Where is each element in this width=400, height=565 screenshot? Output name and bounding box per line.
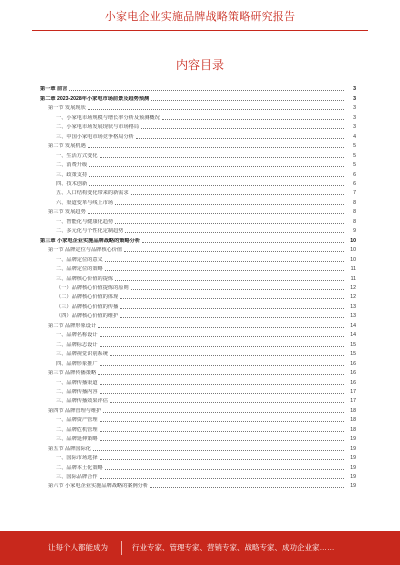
toc-dot-leader xyxy=(150,487,344,488)
toc-entry-text: （一）品牌核心价值提炼的原则 xyxy=(56,284,129,291)
toc-entry-text: 二、品牌传播内容 xyxy=(56,388,98,395)
toc-entry[interactable] xyxy=(40,480,356,489)
toc-page-number: 3 xyxy=(353,95,356,102)
toc-entry[interactable] xyxy=(40,121,356,130)
toc-entry[interactable] xyxy=(40,272,356,281)
toc-dot-leader xyxy=(100,336,344,337)
toc-dot-leader xyxy=(89,185,344,186)
toc-page-number: 8 xyxy=(353,199,356,206)
toc-entry[interactable] xyxy=(40,253,356,262)
toc-entry-text: 三、国际品牌合作 xyxy=(56,474,98,481)
toc-dot-leader xyxy=(98,327,344,328)
toc-dot-leader xyxy=(88,213,344,214)
toc-entry-text: 第三章 小家电企业实施品牌战略的策略分析 xyxy=(40,237,141,244)
toc-entry[interactable] xyxy=(40,452,356,461)
table-of-contents xyxy=(40,83,356,489)
toc-dot-leader xyxy=(100,459,344,460)
toc-page-number: 10 xyxy=(350,256,356,263)
toc-dot-leader xyxy=(131,194,344,195)
footer-slogan-right: 行业专家、管理专家、营销专家、战略专家、成功企业家…… xyxy=(132,543,335,552)
toc-entry[interactable] xyxy=(40,348,356,357)
toc-page-number: 16 xyxy=(350,379,356,386)
toc-entry[interactable] xyxy=(40,433,356,442)
toc-entry[interactable] xyxy=(40,225,356,234)
toc-dot-leader xyxy=(100,431,344,432)
toc-entry-text: 第一节 发展现状 xyxy=(48,105,86,112)
toc-page-number: 5 xyxy=(353,143,356,150)
toc-entry[interactable] xyxy=(40,461,356,470)
page-header xyxy=(0,0,400,34)
toc-entry-text: 第二章 2023-2028年小家电市场前景及趋势预测 xyxy=(40,95,150,102)
toc-dot-leader xyxy=(100,157,344,158)
toc-page-number: 19 xyxy=(350,445,356,452)
toc-dot-leader xyxy=(69,90,344,91)
toc-page-number: 11 xyxy=(350,266,356,273)
toc-entry-text: 第二节 发展机遇 xyxy=(48,143,86,150)
toc-entry-text: 二、多元化与个性化定制趋势 xyxy=(56,228,124,235)
toc-page-number: 12 xyxy=(350,294,356,301)
toc-dot-leader xyxy=(100,384,344,385)
toc-entry[interactable] xyxy=(40,178,356,187)
toc-entry[interactable] xyxy=(40,102,356,111)
toc-entry[interactable] xyxy=(40,329,356,338)
toc-entry-text: 四、技术创新 xyxy=(56,180,88,187)
toc-entry[interactable] xyxy=(40,442,356,451)
toc-entry-text: 六、渠道变革与线上市场 xyxy=(56,199,114,206)
toc-dot-leader xyxy=(110,355,344,356)
toc-page-number: 7 xyxy=(353,190,356,197)
toc-entry[interactable] xyxy=(40,263,356,272)
toc-entry[interactable] xyxy=(40,83,356,92)
toc-page-number: 14 xyxy=(350,332,356,339)
toc-dot-leader xyxy=(115,204,344,205)
toc-entry[interactable] xyxy=(40,423,356,432)
toc-page-number: 19 xyxy=(350,483,356,490)
toc-page-number: 17 xyxy=(350,388,356,395)
toc-entry[interactable] xyxy=(40,206,356,215)
toc-entry-text: 一、小家电市场规模与增长率分析及预测概况 xyxy=(56,114,160,121)
toc-page-number: 16 xyxy=(350,370,356,377)
toc-dot-leader xyxy=(98,374,344,375)
toc-entry-text: 三、品牌核心价值的提炼 xyxy=(56,275,114,282)
toc-dot-leader xyxy=(120,308,344,309)
toc-dot-leader xyxy=(125,232,344,233)
toc-page-number: 8 xyxy=(353,218,356,225)
toc-dot-leader xyxy=(105,261,344,262)
toc-page-number: 3 xyxy=(353,114,356,121)
toc-entry-text: 二、品牌标志设计 xyxy=(56,341,98,348)
toc-page-number: 18 xyxy=(350,426,356,433)
toc-dot-leader xyxy=(110,402,344,403)
toc-entry-text: 一、品牌资产管理 xyxy=(56,417,98,424)
toc-entry[interactable] xyxy=(40,168,356,177)
toc-entry-text: 一、智能化与健康化趋势 xyxy=(56,218,114,225)
toc-entry[interactable] xyxy=(40,130,356,139)
toc-entry[interactable] xyxy=(40,149,356,158)
toc-dot-leader xyxy=(124,251,344,252)
toc-page-number: 17 xyxy=(350,398,356,405)
toc-entry[interactable] xyxy=(40,395,356,404)
toc-entry[interactable] xyxy=(40,310,356,319)
toc-entry-text: 第一节 品牌定位与品牌核心价值 xyxy=(48,247,123,254)
toc-page-number: 6 xyxy=(353,171,356,178)
toc-page-number: 11 xyxy=(350,275,356,282)
toc-entry-text: 四、品牌形象推广 xyxy=(56,360,98,367)
toc-dot-leader xyxy=(136,138,344,139)
toc-page-number: 4 xyxy=(353,133,356,140)
toc-dot-leader xyxy=(93,450,344,451)
toc-dot-leader xyxy=(131,289,344,290)
toc-dot-leader xyxy=(115,280,344,281)
toc-dot-leader xyxy=(89,176,344,177)
toc-entry-text: 第三节 品牌传播策略 xyxy=(48,370,97,377)
toc-dot-leader xyxy=(100,393,344,394)
toc-entry-text: 第三节 发展趋势 xyxy=(48,209,86,216)
toc-entry[interactable] xyxy=(40,357,356,366)
report-title: 小家电企业实施品牌战略策略研究报告 xyxy=(104,11,296,23)
toc-entry[interactable] xyxy=(40,376,356,385)
toc-entry-text: 一、品牌名称设计 xyxy=(56,332,98,339)
toc-entry-text: 二、品牌定位的策略 xyxy=(56,266,103,273)
toc-page-number: 9 xyxy=(353,228,356,235)
toc-entry-text: 三、中国小家电市场竞争格局分析 xyxy=(56,133,134,140)
footer-slogan-left: 让每个人都能成为 xyxy=(48,543,108,552)
toc-page-number: 13 xyxy=(350,313,356,320)
toc-page-number: 8 xyxy=(353,209,356,216)
toc-entry[interactable] xyxy=(40,215,356,224)
toc-dot-leader xyxy=(103,412,344,413)
toc-entry-text: 一、国际市场选择 xyxy=(56,455,98,462)
toc-entry[interactable] xyxy=(40,367,356,376)
toc-entry-text: 第六节 小家电企业实施品牌战略的案例分析 xyxy=(48,483,149,490)
toc-dot-leader xyxy=(120,317,344,318)
toc-dot-leader xyxy=(120,298,344,299)
page-footer xyxy=(0,531,400,565)
toc-page-number: 3 xyxy=(353,86,356,93)
toc-page-number: 18 xyxy=(350,407,356,414)
toc-page-number: 6 xyxy=(353,180,356,187)
toc-entry-text: 二、品牌危机管理 xyxy=(56,426,98,433)
toc-dot-leader xyxy=(88,147,344,148)
toc-title: 内容目录 xyxy=(175,58,224,72)
toc-dot-leader xyxy=(100,440,344,441)
toc-page-number: 18 xyxy=(350,417,356,424)
toc-page-number: 3 xyxy=(353,105,356,112)
toc-page-number: 19 xyxy=(350,436,356,443)
toc-entry[interactable] xyxy=(40,386,356,395)
toc-dot-leader xyxy=(100,365,344,366)
toc-entry[interactable] xyxy=(40,140,356,149)
toc-entry[interactable] xyxy=(40,338,356,347)
toc-dot-leader xyxy=(142,242,344,243)
toc-entry-text: 第二节 品牌形象设计 xyxy=(48,322,97,329)
toc-page-number: 15 xyxy=(350,341,356,348)
toc-page-number: 19 xyxy=(350,474,356,481)
toc-entry-text: 三、品牌传播效果评估 xyxy=(56,398,108,405)
toc-entry-text: 一、品牌传播渠道 xyxy=(56,379,98,386)
toc-entry[interactable] xyxy=(40,282,356,291)
toc-page-number: 12 xyxy=(350,284,356,291)
toc-page-number: 5 xyxy=(353,152,356,159)
toc-dot-leader xyxy=(105,270,344,271)
toc-entry[interactable] xyxy=(40,244,356,253)
toc-page-number: 14 xyxy=(350,322,356,329)
toc-dot-leader xyxy=(89,166,344,167)
toc-entry-text: （二）品牌核心价值的体现 xyxy=(56,294,119,301)
toc-entry-text: 二、小家电市场发展现状与市场格局 xyxy=(56,124,140,131)
toc-entry-text: 三、品牌视觉识别系统 xyxy=(56,351,108,358)
toc-entry[interactable] xyxy=(40,471,356,480)
toc-page-number: 5 xyxy=(353,162,356,169)
toc-entry[interactable] xyxy=(40,159,356,168)
toc-entry[interactable] xyxy=(40,187,356,196)
toc-page-number: 15 xyxy=(350,351,356,358)
toc-entry[interactable] xyxy=(40,92,356,101)
toc-dot-leader xyxy=(115,223,344,224)
header-rule xyxy=(32,30,368,31)
toc-entry-text: 五、人口结构变化带来的新需求 xyxy=(56,190,129,197)
toc-dot-leader xyxy=(88,109,344,110)
toc-dot-leader xyxy=(162,119,344,120)
toc-entry[interactable] xyxy=(40,111,356,120)
toc-page-number: 3 xyxy=(353,124,356,131)
toc-page-number: 19 xyxy=(350,464,356,471)
toc-dot-leader xyxy=(151,100,344,101)
toc-entry[interactable] xyxy=(40,319,356,328)
toc-entry[interactable] xyxy=(40,404,356,413)
toc-entry[interactable] xyxy=(40,300,356,309)
toc-entry-text: 一、品牌定位的意义 xyxy=(56,256,103,263)
toc-entry[interactable] xyxy=(40,414,356,423)
toc-entry-text: 一、生活方式变化 xyxy=(56,152,98,159)
toc-dot-leader xyxy=(100,346,344,347)
toc-dot-leader xyxy=(100,478,344,479)
toc-dot-leader xyxy=(105,469,344,470)
toc-page-number: 13 xyxy=(350,303,356,310)
toc-entry-text: 第一章 前言 xyxy=(40,86,68,93)
toc-entry-text: 第四节 品牌管理与维护 xyxy=(48,407,102,414)
toc-page-number: 16 xyxy=(350,360,356,367)
toc-entry-text: 二、品牌本土化策略 xyxy=(56,464,103,471)
toc-page-number: 10 xyxy=(350,247,356,254)
toc-dot-leader xyxy=(141,128,344,129)
footer-separator xyxy=(121,541,122,555)
toc-entry-text: 三、品牌延伸策略 xyxy=(56,436,98,443)
toc-entry[interactable] xyxy=(40,234,356,243)
toc-page-number: 19 xyxy=(350,455,356,462)
toc-page-number: 10 xyxy=(350,237,356,244)
toc-dot-leader xyxy=(100,421,344,422)
toc-entry[interactable] xyxy=(40,196,356,205)
toc-entry-text: 三、政策支持 xyxy=(56,171,88,178)
toc-entry[interactable] xyxy=(40,291,356,300)
toc-entry-text: （四）品牌核心价值的维护 xyxy=(56,313,119,320)
toc-entry-text: 二、消费升级 xyxy=(56,162,88,169)
toc-entry-text: （三）品牌核心价值的传播 xyxy=(56,303,119,310)
toc-entry-text: 第五节 品牌国际化 xyxy=(48,445,91,452)
